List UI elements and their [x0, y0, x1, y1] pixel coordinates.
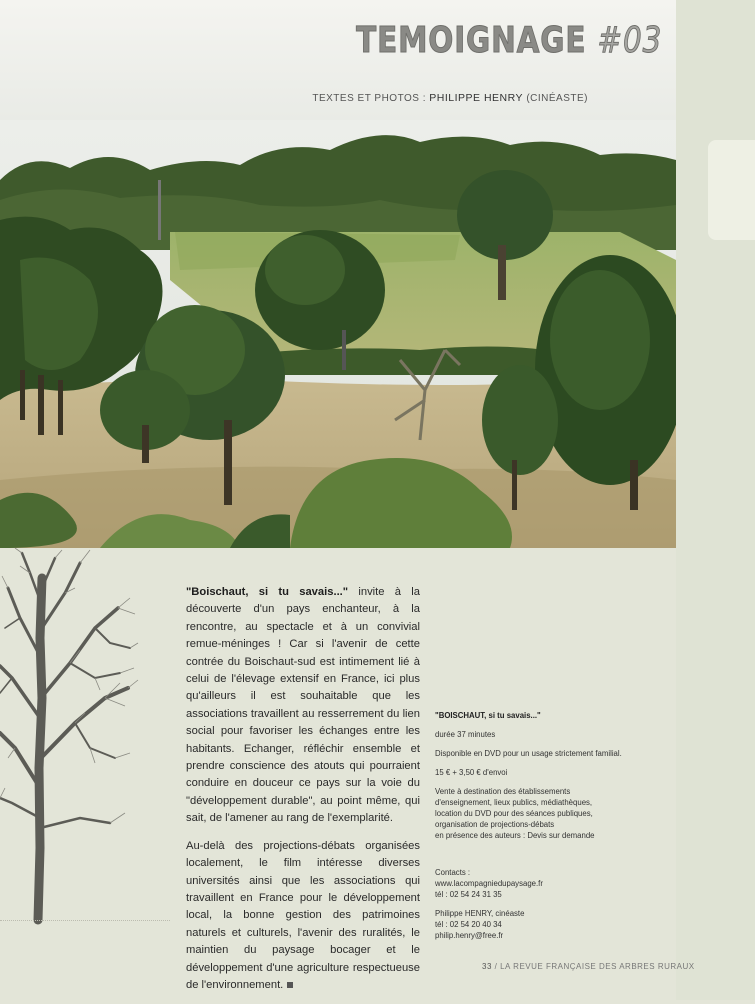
info-sales-line: Vente à destination des établissements	[435, 787, 571, 796]
paragraph-2-text: Au-delà des projections-débats organisées localement, le film intéresse diverses universités ainsi que les associations qui travaillent en France pour le développement local, la bonne gestion des patrimoines naturels et culturels, l'avenir des ruralités, le maintien du paysage bocager et le développement d'une agriculture respectueuse de l'environnement.	[186, 839, 420, 991]
section-number: #03	[597, 20, 662, 61]
page-footer	[482, 962, 695, 971]
side-tab	[708, 140, 755, 240]
info-duration: durée 37 minutes	[435, 730, 496, 739]
section-title	[356, 20, 662, 61]
person-name: Philippe HENRY, cinéaste	[435, 909, 525, 918]
article-paragraph-1	[186, 584, 420, 828]
info-person	[435, 908, 665, 941]
credit-role: (CINÉASTE)	[526, 93, 588, 104]
bare-tree-illustration	[0, 548, 140, 928]
info-price: 15 € + 3,50 € d'envoi	[435, 768, 508, 777]
end-of-article-square-icon	[287, 982, 293, 988]
info-sales	[435, 786, 665, 841]
article-body	[186, 584, 420, 1004]
film-title-inline: "Boischaut, si tu savais..."	[186, 586, 349, 598]
credit-name: PHILIPPE HENRY	[429, 92, 524, 104]
paragraph-1-text: invite à la découverte d'un pays enchanteur, à la rencontre, au spectacle et à un convivial remue-méninges ! Car si l'avenir de cette contrée du Boischaut-sud est intimement lié à celui de l'élevage extensif en France, ici plus qu'ailleurs il est souhaitable que les associations travaillent au resserrement du lien social pour favoriser les échanges entre les habitants. Echanger, réfléchir ensemble et prendre conscience des atouts qui pourraient conduire en douceur ce pays sur la voie du "développement durable", au point même, qui sait, de l'amener au rang de l'exemplarité.	[186, 586, 420, 825]
info-availability: Disponible en DVD pour un usage strictement familial.	[435, 749, 622, 758]
publication-name: LA REVUE FRANÇAISE DES ARBRES RURAUX	[500, 962, 695, 971]
ground-line	[0, 920, 170, 922]
phone-1: tél : 02 54 24 31 35	[435, 890, 502, 899]
photo-credit	[312, 92, 588, 104]
info-sales-line: organisation de projections-débats	[435, 820, 555, 829]
info-contacts	[435, 867, 665, 900]
contacts-label: Contacts :	[435, 868, 471, 877]
article-paragraph-2	[186, 838, 420, 995]
website-link[interactable]: www.lacompagniedupaysage.fr	[435, 879, 543, 888]
email-link[interactable]: philip.henry@free.fr	[435, 931, 504, 940]
page-number: 33	[482, 962, 492, 971]
info-sales-line: en présence des auteurs : Devis sur demande	[435, 831, 595, 840]
film-info-box	[435, 710, 665, 949]
section-title-text: TEMOIGNAGE	[355, 20, 587, 61]
info-sales-line: location du DVD pour des séances publiques,	[435, 809, 593, 818]
credit-label: TEXTES ET PHOTOS :	[312, 93, 426, 104]
header	[0, 0, 676, 120]
landscape-photo	[0, 120, 676, 548]
info-sales-line: d'enseignement, lieux publics, médiathèques,	[435, 798, 593, 807]
info-film-title: "BOISCHAUT, si tu savais..."	[435, 711, 541, 720]
phone-2: tél : 02 54 20 40 34	[435, 920, 502, 929]
footer-separator: /	[494, 962, 498, 971]
